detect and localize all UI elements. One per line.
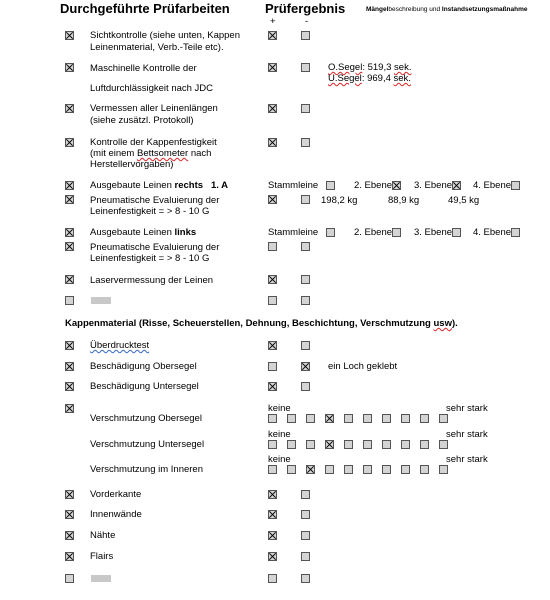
kappen-section-title: Kappenmaterial (Risse, Scheuerstellen, Dehnung, Beschichtung, Verschmutzung usw).	[65, 318, 458, 329]
plus-label: +	[270, 16, 276, 27]
col-header-maengel: Mängelbeschreibung und Instandsetzungsmaßnahme	[366, 6, 528, 13]
ueberdruck-label: Überdrucktest	[90, 340, 150, 351]
scale-box[interactable]	[325, 465, 334, 474]
scale-box[interactable]	[344, 414, 353, 423]
row6-minus[interactable]	[301, 195, 310, 204]
row6-value-ebene2: 88,9 kg	[388, 195, 420, 206]
v-ober-sehr-stark: sehr stark	[446, 403, 488, 414]
innenwaende-minus[interactable]	[301, 510, 310, 519]
row7-ebene4: 4. Ebene	[473, 227, 512, 238]
row7-stammleine: Stammleine	[268, 227, 319, 238]
col-header-pruefergebnis: Prüfergebnis	[265, 1, 346, 16]
row7-ebene4-check[interactable]	[511, 228, 520, 237]
scale-box[interactable]	[325, 414, 334, 423]
scale-box[interactable]	[382, 440, 391, 449]
vorderkante-label: Vorderkante	[90, 489, 142, 500]
scale-box[interactable]	[401, 440, 410, 449]
naehte-check[interactable]	[65, 531, 74, 540]
scale-box[interactable]	[401, 465, 410, 474]
row2-label-2: Luftdurchlässigkeit nach JDC	[90, 83, 214, 94]
row8-plus[interactable]	[268, 242, 277, 251]
oberesegel-note: O.Segel: 519,3 sek.	[328, 62, 412, 73]
v-innen-label: Verschmutzung im Inneren	[90, 464, 204, 475]
innenwaende-plus[interactable]	[268, 510, 277, 519]
row4-minus[interactable]	[301, 138, 310, 147]
row6-label: Pneumatische Evaluierung der Leinenfestigkeit = > 8 - 10 G	[90, 195, 220, 217]
row6-value-stamm: 198,2 kg	[321, 195, 358, 206]
row3-label: Vermessen aller Leinenlängen (siehe zusätzl. Protokoll)	[90, 103, 218, 126]
row2-check[interactable]	[65, 63, 74, 72]
obersegel-note: ein Loch geklebt	[328, 361, 398, 372]
row3-check[interactable]	[65, 104, 74, 113]
untersegel-check[interactable]	[65, 382, 74, 391]
vorderkante-plus[interactable]	[268, 490, 277, 499]
row5-label: Ausgebaute Leinen rechts 1. A	[90, 180, 229, 191]
scale-box[interactable]	[287, 414, 296, 423]
untersegel-plus[interactable]	[268, 382, 277, 391]
scale-box[interactable]	[401, 414, 410, 423]
scale-box[interactable]	[439, 440, 448, 449]
row2-minus[interactable]	[301, 63, 310, 72]
flairs-check[interactable]	[65, 552, 74, 561]
row1-minus[interactable]	[301, 31, 310, 40]
minus-label: -	[305, 16, 309, 27]
obersegel-label: Beschädigung Obersegel	[90, 361, 197, 372]
vorderkante-minus[interactable]	[301, 490, 310, 499]
row5-stammleine-check[interactable]	[326, 181, 335, 190]
row9-minus[interactable]	[301, 275, 310, 284]
scale-box[interactable]	[268, 465, 277, 474]
row6-plus[interactable]	[268, 195, 277, 204]
row7-ebene2-check[interactable]	[392, 228, 401, 237]
v-innen-sehr-stark: sehr stark	[446, 454, 488, 465]
row8-label: Pneumatische Evaluierung der Leinenfestigkeit = > 8 - 10 G	[90, 242, 220, 264]
innenwaende-label: Innenwände	[90, 509, 142, 520]
v-unter-sehr-stark: sehr stark	[446, 429, 488, 440]
row7-ebene2: 2. Ebene	[354, 227, 393, 238]
scale-box[interactable]	[325, 440, 334, 449]
naehte-minus[interactable]	[301, 531, 310, 540]
ueberdruck-check[interactable]	[65, 341, 74, 350]
v-unter-label: Verschmutzung Untersegel	[90, 439, 205, 450]
row5-ebene4: 4. Ebene	[473, 180, 512, 191]
untersegel-label: Beschädigung Untersegel	[90, 381, 199, 392]
v-ober-keine: keine	[268, 403, 291, 414]
scale-box[interactable]	[420, 440, 429, 449]
row8-minus[interactable]	[301, 242, 310, 251]
scale-box[interactable]	[287, 440, 296, 449]
row2-label-1: Maschinelle Kontrolle der	[90, 63, 197, 74]
v-unter-keine: keine	[268, 429, 291, 440]
row5-ebene2: 2. Ebene	[354, 180, 393, 191]
row9-plus[interactable]	[268, 275, 277, 284]
v-ober-label: Verschmutzung Obersegel	[90, 413, 202, 424]
v-innen-keine: keine	[268, 454, 291, 465]
row9-check[interactable]	[65, 275, 74, 284]
row8-check[interactable]	[65, 242, 74, 251]
row5-ebene2-check[interactable]	[392, 181, 401, 190]
scale-box[interactable]	[268, 440, 277, 449]
obersegel-check[interactable]	[65, 362, 74, 371]
row10-blank-field[interactable]	[91, 297, 111, 304]
col-header-pruefarbeiten: Durchgeführte Prüfarbeiten	[60, 1, 230, 16]
row2-plus[interactable]	[268, 63, 277, 72]
row5-ebene3-check[interactable]	[452, 181, 461, 190]
obersegel-plus[interactable]	[268, 362, 277, 371]
row4-plus[interactable]	[268, 138, 277, 147]
scale-box[interactable]	[306, 440, 315, 449]
row4-check[interactable]	[65, 138, 74, 147]
scale-box[interactable]	[363, 465, 372, 474]
naehte-plus[interactable]	[268, 531, 277, 540]
last-blank-field[interactable]	[91, 575, 111, 582]
scale-box[interactable]	[439, 414, 448, 423]
scale-box[interactable]	[344, 465, 353, 474]
scale-box[interactable]	[439, 465, 448, 474]
row3-minus[interactable]	[301, 104, 310, 113]
row1-check[interactable]	[65, 31, 74, 40]
innenwaende-check[interactable]	[65, 510, 74, 519]
row7-stammleine-check[interactable]	[326, 228, 335, 237]
scale-box[interactable]	[268, 414, 277, 423]
scale-box[interactable]	[306, 414, 315, 423]
row10-check[interactable]	[65, 296, 74, 305]
ueberdruck-plus[interactable]	[268, 341, 277, 350]
row3-plus[interactable]	[268, 104, 277, 113]
obersegel-minus[interactable]	[301, 362, 310, 371]
scale-box[interactable]	[382, 414, 391, 423]
scale-box[interactable]	[287, 465, 296, 474]
row10-minus[interactable]	[301, 296, 310, 305]
scale-box[interactable]	[420, 465, 429, 474]
last-plus[interactable]	[268, 574, 277, 583]
row6-check[interactable]	[65, 195, 74, 204]
row10-plus[interactable]	[268, 296, 277, 305]
scale-box[interactable]	[344, 440, 353, 449]
ueberdruck-minus[interactable]	[301, 341, 310, 350]
scale-box[interactable]	[382, 465, 391, 474]
row5-stammleine: Stammleine	[268, 180, 319, 191]
untersegel-note: U.Segel: 969,4 sek.	[328, 73, 411, 84]
last-check[interactable]	[65, 574, 74, 583]
row5-check[interactable]	[65, 181, 74, 190]
flairs-plus[interactable]	[268, 552, 277, 561]
scale-box[interactable]	[420, 414, 429, 423]
scale-box[interactable]	[363, 414, 372, 423]
row7-ebene3: 3. Ebene	[414, 227, 453, 238]
row7-label: Ausgebaute Leinen links	[90, 227, 197, 238]
flairs-label: Flairs	[90, 551, 114, 562]
untersegel-minus[interactable]	[301, 382, 310, 391]
row1-label: Sichtkontrolle (siehe unten, Kappen Leinenmaterial, Verb.-Teile etc).	[90, 30, 240, 53]
row7-ebene3-check[interactable]	[452, 228, 461, 237]
flairs-minus[interactable]	[301, 552, 310, 561]
row1-plus[interactable]	[268, 31, 277, 40]
row9-label: Laservermessung der Leinen	[90, 275, 214, 286]
row6-value-ebene3: 49,5 kg	[448, 195, 480, 206]
vorderkante-check[interactable]	[65, 490, 74, 499]
row5-ebene4-check[interactable]	[511, 181, 520, 190]
row5-ebene3: 3. Ebene	[414, 180, 453, 191]
verschmutzung-check[interactable]	[65, 404, 74, 413]
scale-box[interactable]	[363, 440, 372, 449]
last-minus[interactable]	[301, 574, 310, 583]
row4-label: Kontrolle der Kappenfestigkeit (mit einem Bettsometer nach Herstellervorgaben)	[90, 137, 217, 170]
row7-check[interactable]	[65, 228, 74, 237]
scale-box[interactable]	[306, 465, 315, 474]
naehte-label: Nähte	[90, 530, 116, 541]
